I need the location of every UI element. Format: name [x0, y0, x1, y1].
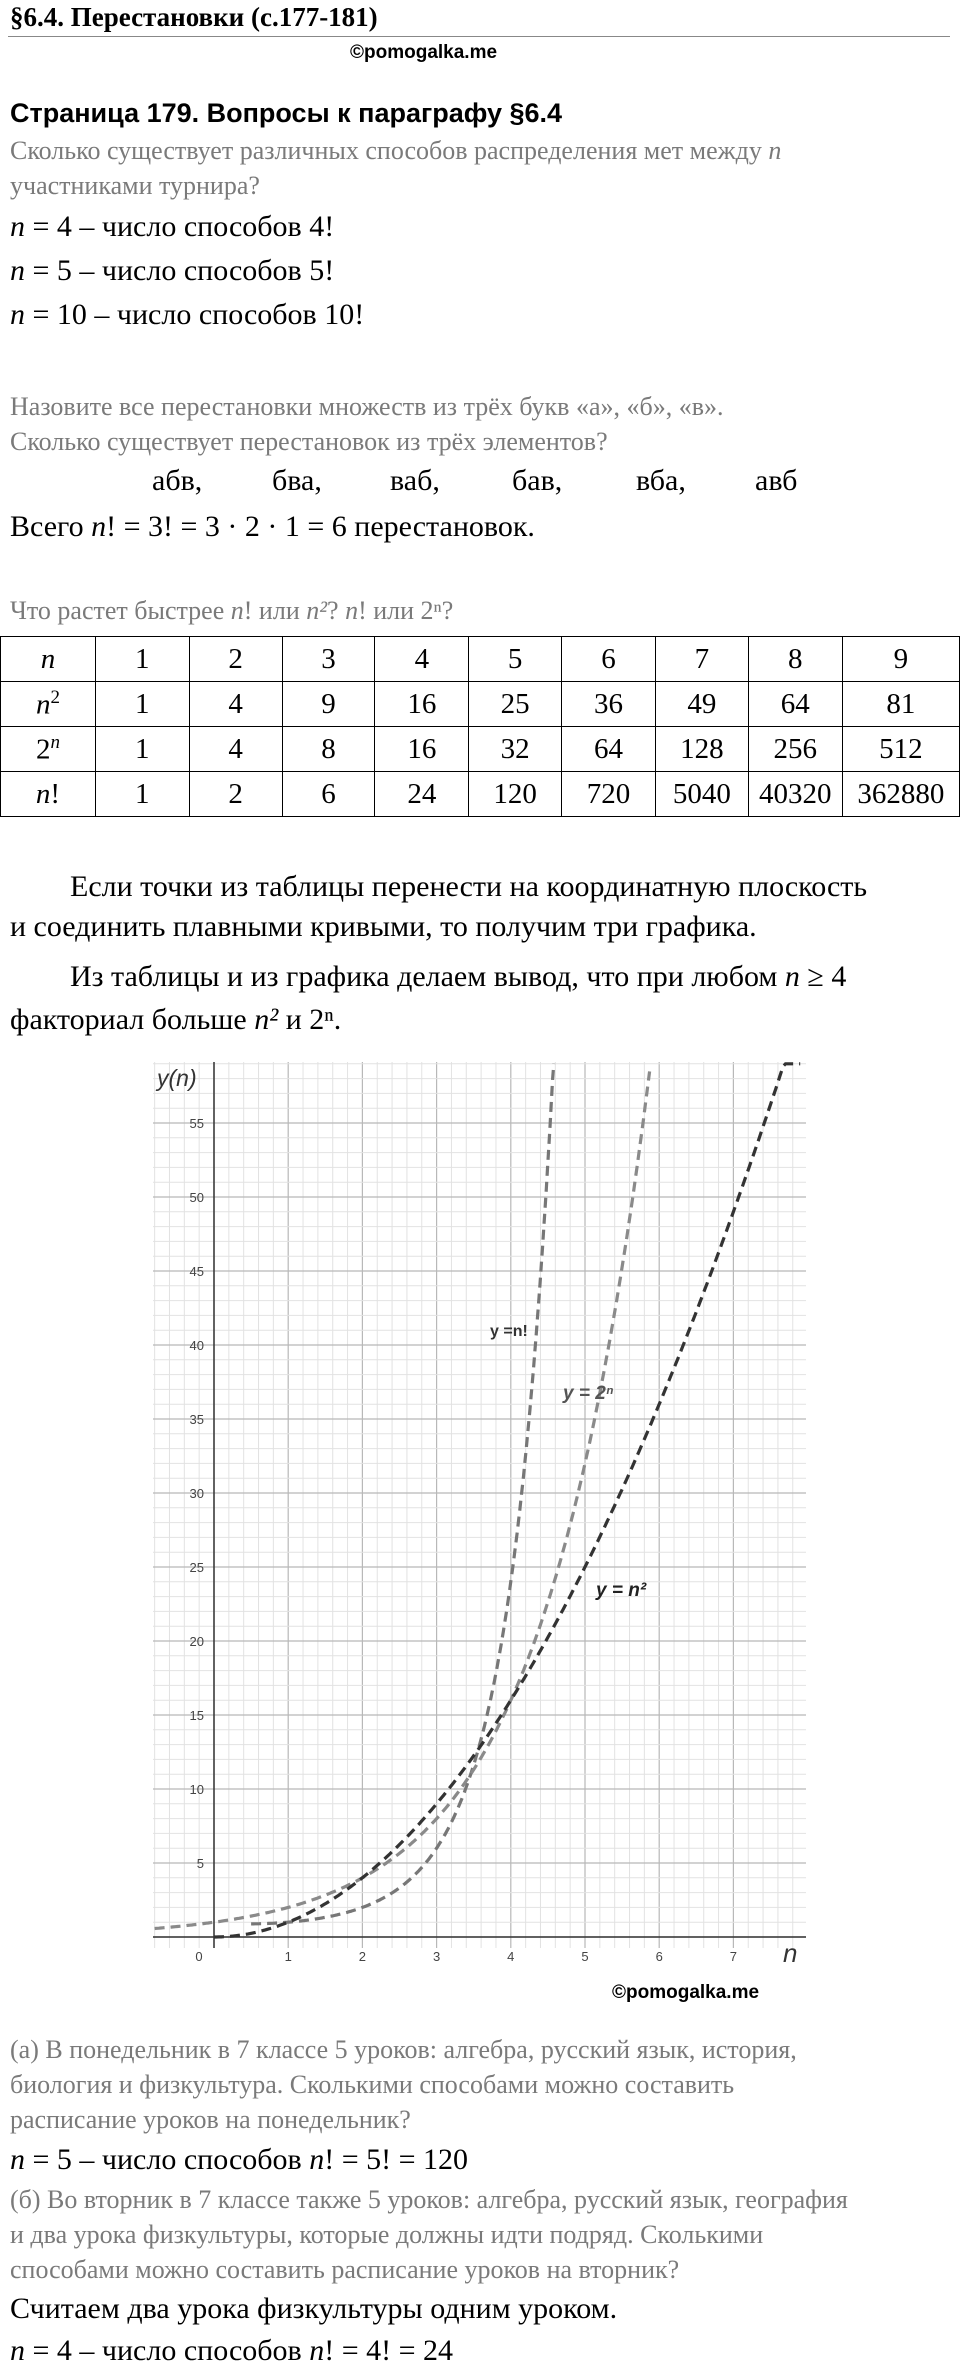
table-cell: 4: [189, 682, 282, 727]
task-a-answer: n = 5 – число способов n! = 5! = 120: [10, 2143, 469, 2176]
y-tick-label: 5: [196, 1856, 204, 1871]
x-tick-label: 2: [358, 1949, 367, 1964]
x-tick-label: 0: [195, 1949, 203, 1964]
q2-question-line1: Назовите все перестановки множеств из трёх букв «а», «б», «в».: [10, 392, 724, 421]
table-cell: 5040: [655, 772, 748, 817]
table-row-header: n: [1, 637, 96, 682]
table-cell: 2: [189, 772, 282, 817]
table-cell: 25: [469, 682, 562, 727]
table-cell: 9: [842, 637, 959, 682]
x-tick-label: 5: [581, 1949, 589, 1964]
table-row-header: 2$^n$: [1, 727, 96, 772]
table-cell: 7: [655, 637, 748, 682]
conclusion-p1-line2: и соединить плавными кривыми, то получим три графика.: [10, 910, 757, 943]
table-cell: 40320: [748, 772, 842, 817]
table-cell: 1: [95, 682, 189, 727]
x-tick-label: 3: [432, 1949, 441, 1964]
y-tick-label: 25: [189, 1560, 204, 1575]
permutation-item: авб: [755, 464, 798, 497]
table-cell: 8: [282, 727, 375, 772]
table-cell: 512: [842, 727, 959, 772]
table-cell: 16: [375, 682, 469, 727]
x-tick-label: 7: [729, 1949, 738, 1964]
task-b-line1: (б) Во вторник в 7 классе также 5 уроков: алгебра, русский язык, география: [10, 2185, 848, 2214]
chart-grid: [153, 1062, 806, 1948]
q2-total: Всего n! = 3! = 3 · 2 · 1 = 6 перестановок.: [10, 510, 535, 543]
table-cell: 36: [562, 682, 656, 727]
label-n-squared: y = n²: [596, 1580, 647, 1601]
q1-answer-1: n = 4 – число способов 4!: [10, 210, 335, 243]
table-cell: 4: [189, 727, 282, 772]
q1-question-line2: участниками турнира?: [10, 171, 260, 200]
task-a-line3: расписание уроков на понедельник?: [10, 2105, 411, 2134]
table-cell: 64: [748, 682, 842, 727]
q1-question-line1: Сколько существует различных способов распределения мет между n: [10, 136, 782, 165]
header-watermark: ©pomogalka.me: [350, 42, 498, 63]
table-cell: 2: [189, 637, 282, 682]
permutation-item: ваб,: [390, 464, 440, 497]
table-cell: 3: [282, 637, 375, 682]
section-title: Страница 179. Вопросы к параграфу §6.4: [10, 98, 563, 128]
task-b-answer-1: Считаем два урока физкультуры одним уроком.: [10, 2292, 618, 2325]
task-b-line3: способами можно составить расписание уроков на вторник?: [10, 2255, 680, 2284]
label-n-factorial: y =n!: [490, 1323, 528, 1340]
q1-answer-3: n = 10 – число способов 10!: [10, 298, 365, 331]
permutation-item: бва,: [272, 464, 322, 497]
plot-area: [153, 1062, 806, 1948]
table-cell: 5: [469, 637, 562, 682]
permutation-item: вба,: [636, 464, 686, 497]
table-cell: 362880: [842, 772, 959, 817]
table-cell: 4: [375, 637, 469, 682]
permutation-item: абв,: [152, 464, 203, 497]
table-cell: 24: [375, 772, 469, 817]
y-tick-label: 55: [189, 1116, 204, 1131]
table-cell: 1: [95, 727, 189, 772]
x-tick-label: 1: [284, 1949, 292, 1964]
table-cell: 9: [282, 682, 375, 727]
x-axis-label: n: [783, 1938, 798, 1968]
table-cell: 6: [562, 637, 656, 682]
task-a-line1: (а) В понедельник в 7 классе 5 уроков: алгебра, русский язык, история,: [10, 2035, 797, 2064]
conclusion-p1-line1: Если точки из таблицы перенести на координатную плоскость: [70, 870, 868, 903]
task-b-answer-2: n = 4 – число способов n! = 4! = 24: [10, 2334, 454, 2367]
table-row-header: $n^2$: [1, 682, 96, 727]
table-cell: 8: [748, 637, 842, 682]
y-tick-label: 15: [189, 1708, 204, 1723]
task-b-line2: и два урока физкультуры, которые должны идти подряд. Сколькими: [10, 2220, 764, 2249]
table-cell: 120: [469, 772, 562, 817]
conclusion-p2-line1: Из таблицы и из графика делаем вывод, что при любом n ≥ 4: [70, 960, 847, 993]
task-a-line2: биология и физкультура. Сколькими способами можно составить: [10, 2070, 735, 2099]
page-header-title: §6.4. Перестановки (с.177-181): [10, 2, 378, 32]
y-tick-label: 50: [189, 1190, 204, 1205]
q1-answer-2: n = 5 – число способов 5!: [10, 254, 335, 287]
table-cell: 49: [655, 682, 748, 727]
table-cell: 81: [842, 682, 959, 727]
table-cell: 6: [282, 772, 375, 817]
conclusion-p2-line2: факториал больше n² и 2ⁿ.: [10, 1003, 342, 1036]
q3-question: Что растет быстрее n! или n²? n! или 2ⁿ?: [10, 596, 454, 625]
y-tick-label: 30: [189, 1486, 204, 1501]
table-cell: 720: [562, 772, 656, 817]
table-cell: 1: [95, 772, 189, 817]
table-cell: 32: [469, 727, 562, 772]
table-cell: 64: [562, 727, 656, 772]
y-tick-label: 40: [189, 1338, 204, 1353]
y-tick-label: 35: [189, 1412, 204, 1427]
chart-watermark: ©pomogalka.me: [612, 1982, 760, 2003]
y-tick-label: 20: [189, 1634, 204, 1649]
table-cell: 128: [655, 727, 748, 772]
table-cell: 1: [95, 637, 189, 682]
permutation-item: бав,: [512, 464, 563, 497]
y-tick-label: 45: [189, 1264, 204, 1279]
x-tick-label: 4: [507, 1949, 515, 1964]
x-tick-label: 6: [655, 1949, 663, 1964]
label-2-power-n: y = 2ⁿ: [563, 1383, 614, 1404]
table-cell: 16: [375, 727, 469, 772]
y-tick-label: 10: [189, 1782, 204, 1797]
table-row-header: n!: [1, 772, 96, 817]
q2-question-line2: Сколько существует перестановок из трёх элементов?: [10, 427, 608, 456]
y-axis-label: y(n): [157, 1065, 197, 1091]
table-cell: 256: [748, 727, 842, 772]
